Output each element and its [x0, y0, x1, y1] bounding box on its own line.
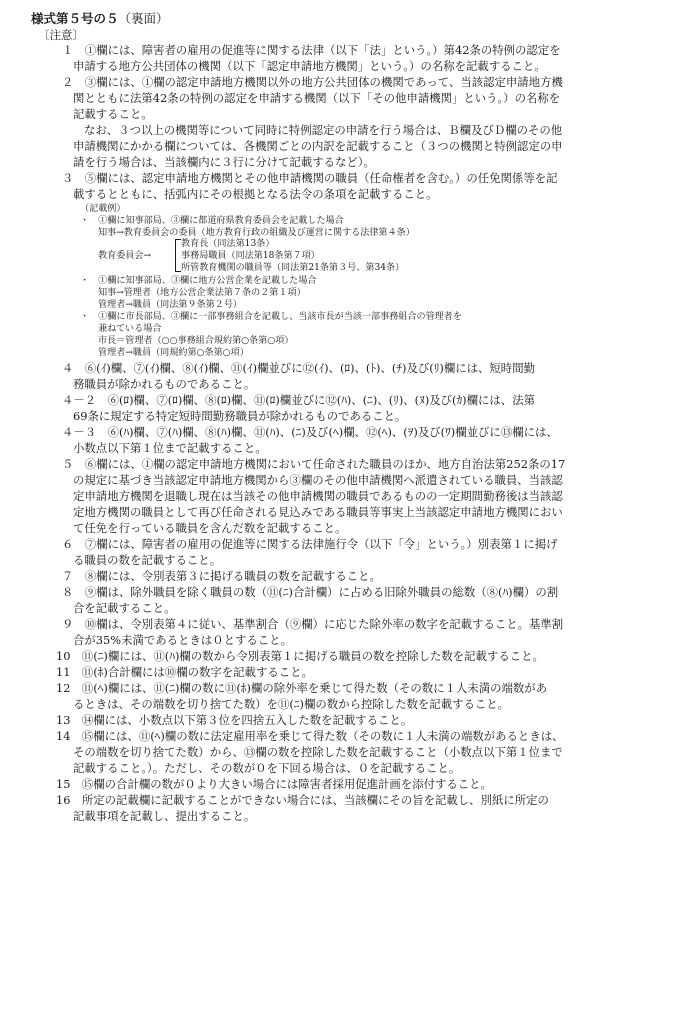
note-5-line-4: 定地方機関の職員として再び任命される見込みである職員等事実上当該認定申請地方機関におい: [73, 505, 563, 519]
note-2-line-6: 請を行う場合は、当該欄内に３行に分けて記載するなど）。: [73, 155, 375, 169]
note-4-line-2: 務職員が除かれるものであること。: [73, 377, 256, 391]
note-8-line-1: ８ ⑨欄は、除外職員を除く職員の数（⑪(ﾆ)合計欄）に占める旧除外職員の総数（⑧(ﾊ)欄）の割: [62, 585, 559, 599]
note-4-3-line-1: ４－３ ⑥(ﾊ)欄、⑦(ﾊ)欄、⑧(ﾊ)欄、⑪(ﾊ)、(ﾆ)及び(ﾍ)欄、⑫(ﾍ)、(ｦ)及び(ﾜ)欄並びに⑬欄には、: [62, 425, 558, 439]
note-1-line-1: １ ①欄には、障害者の雇用の促進等に関する法律（以下「法」という。）第42条の特例の認定を: [62, 43, 561, 57]
note-6-line-1: ６ ⑦欄には、障害者の雇用の促進等に関する法律施行令（以下「令」という。）別表第１に掲げ: [62, 537, 558, 551]
note-9-line-2: 合が35%未満であるときは０とすること。: [73, 633, 292, 647]
example-1-branch-3: 所管教育機関の職員等（同法第21条第３号、第34条）: [181, 263, 405, 273]
note-7-line-1: ７ ⑧欄には、令別表第３に掲げる職員の数を記載すること。: [62, 569, 381, 583]
example-3-title: ・ ①欄に市長部局、③欄に一部事務組合を記載し、当該市長が当該一部事務組合の管理者を: [80, 312, 462, 322]
note-4-3-line-2: 小数点以下第１位まで記載すること。: [73, 441, 267, 455]
note-9-line-1: ９ ⑩欄は、令別表第４に従い、基準割合（⑨欄）に応じた除外率の数字を記載すること。基準割: [62, 617, 564, 631]
example-2-title: ・ ①欄に知事部局、③欄に地方公営企業を記載した場合: [80, 276, 317, 286]
example-3-line-2: 管理者→職員（同規約第○条第○項）: [98, 348, 249, 358]
note-16-line-2: 記載事項を記載し、提出すること。: [73, 809, 256, 823]
note-11-line-1: 11 ⑪(ﾎ)合計欄には⑩欄の数字を記載すること。: [56, 665, 313, 679]
example-3-line-1: 市長＝管理者（○○事務組合規約第○条第○項）: [98, 336, 294, 346]
example-2-line-2: 管理者→職員（同法第９条第２号）: [98, 300, 243, 310]
form-title: [31, 9, 169, 27]
note-14-line-1: 14 ⑮欄には、⑪(ﾍ)欄の数に法定雇用率を乗じて得た数（その数に１人未満の端数があるときは、: [56, 729, 564, 743]
note-2-line-4: なお、３つ以上の機関等について同時に特例認定の申請を行う場合は、Ｂ欄及びＤ欄のその他: [84, 123, 563, 137]
form-number: 様式第５号の５: [31, 11, 119, 26]
note-14-line-3: 記載すること。）。ただし、その数が０を下回る場合は、０を記載すること。: [73, 761, 461, 775]
note-2-line-5: 申請機関にかかる欄については、各機関ごとの内訳を記載すること（３つの機関と特例認定の申: [73, 139, 563, 153]
note-4-2-line-1: ４－２ ⑥(ﾛ)欄、⑦(ﾛ)欄、⑧(ﾛ)欄、⑪(ﾛ)欄並びに⑫(ﾊ)、(ﾆ)、(ﾘ)、(ﾇ)及び(ｶ)欄には、法第: [62, 393, 535, 407]
example-2-line-1: 知事→管理者（地方公営企業法第７条の２第１項）: [98, 288, 306, 298]
note-13-line-1: 13 ⑭欄には、小数点以下第３位を四捨五入した数を記載すること。: [56, 713, 413, 727]
note-2-line-2: 関とともに法第42条の特例の認定を申請する機関（以下「その他申請機関」という。）の名称を: [73, 91, 561, 105]
note-2-line-1: ２ ③欄には、①欄の認定申請地方機関以外の地方公共団体の機関であって、当該認定申請地方機: [62, 75, 563, 89]
note-3-line-1: ３ ⑤欄には、認定申請地方機関とその他申請機関の職員（任命権者を含む。）の任免関係等を記: [62, 171, 558, 185]
example-3-title-cont: 兼ねている場合: [98, 324, 162, 334]
note-16-line-1: 16 所定の記載欄に記載することができない場合には、当該欄にその旨を記載し、別紙に所定の: [56, 793, 549, 807]
note-1-line-2: 申請する地方公共団体の機関（以下「認定申請地方機関」という。）の名称を記載すること。: [73, 59, 546, 73]
note-5-line-3: 定申請地方機関を退職し現在は当該その他申請機関の職員であるものの一定期間勤務後は当該認: [73, 489, 563, 503]
note-5-line-2: の規定に基づき当該認定申請地方機関から③欄のその他申請機関へ派遣されている職員、当該認: [73, 473, 563, 487]
note-3-line-2: 載するとともに、括弧内にその根拠となる法令の条項を記載すること。: [73, 187, 438, 201]
note-14-line-2: その端数を切り捨てた数）から、⑬欄の数を控除した数を記載すること（小数点以下第１位まで: [73, 745, 563, 759]
note-12-line-2: るときは、その端数を切り捨てた数）を⑪(ﾆ)欄の数から控除した数を記載すること。: [73, 697, 510, 711]
form-subtitle: （裏面）: [118, 11, 169, 26]
note-8-line-2: 合を記載すること。: [73, 601, 176, 615]
note-4-line-1: ４ ⑥(ｲ)欄、⑦(ｲ)欄、⑧(ｲ)欄、⑪(ｲ)欄並びに⑫(ｲ)、(ﾛ)、(ﾄ)、(ﾁ)及び(ﾘ)欄には、短時間勤: [62, 361, 535, 375]
example-1-branch-1: 教育長（同法第13条）: [181, 239, 275, 249]
note-4-2-line-2: 69条に規定する特定短時間勤務職員が除かれるものであること。: [73, 409, 407, 423]
note-6-line-2: る職員の数を記載すること。: [73, 553, 222, 567]
note-12-line-1: 12 ⑪(ﾍ)欄には、⑪(ﾆ)欄の数に⑪(ﾎ)欄の除外率を乗じて得た数（その数に１人未満の端数があ: [56, 681, 548, 695]
example-1-branch-2: 事務局職員（同法第18条第７項）: [181, 251, 320, 261]
note-10-line-1: 10 ⑪(ﾆ)欄には、⑪(ﾊ)欄の数から令別表第１に掲げる職員の数を控除した数を記載すること。: [56, 649, 544, 663]
note-5-line-5: て任免を行っている職員を含んだ数を記載すること。: [73, 521, 347, 535]
example-1-board: 教育委員会→: [98, 251, 152, 261]
example-1-line-1: 知事→教育委員会の委員（地方教育行政の組織及び運営に関する法律第４条）: [98, 228, 415, 238]
note-15-line-1: 15 ⑮欄の合計欄の数が０より大きい場合には障害者採用促進計画を添付すること。: [56, 777, 492, 791]
note-2-line-3: 記載すること。: [73, 107, 153, 121]
example-heading: （記載例）: [80, 204, 126, 214]
note-5-line-1: ５ ⑥欄には、①欄の認定申請地方機関において任命された職員のほか、地方自治法第252条の17: [62, 457, 566, 471]
example-1-title: ・ ①欄に知事部局、③欄に都道府県教育委員会を記載した場合: [80, 216, 344, 226]
notes-heading: 〔注意〕: [38, 28, 84, 42]
